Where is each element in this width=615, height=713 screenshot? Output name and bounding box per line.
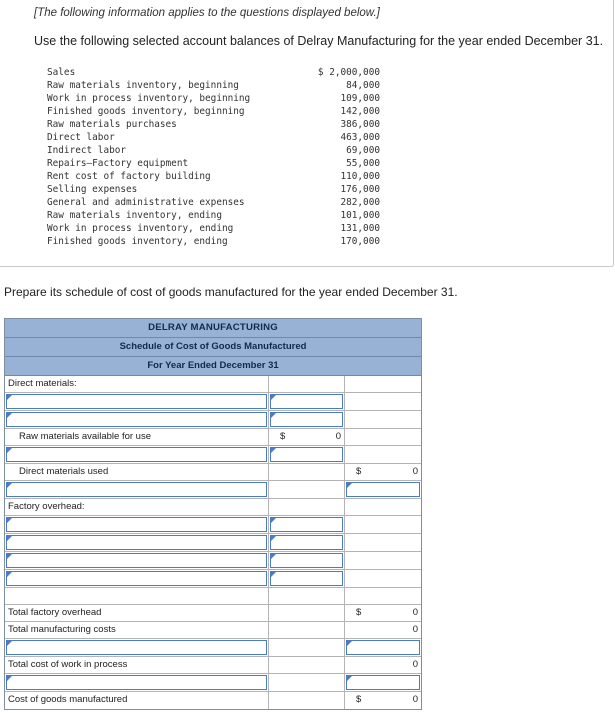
table-row (5, 674, 421, 692)
factory-overhead-label: Factory overhead: (8, 501, 85, 512)
direct-materials-used-label: Direct materials used (19, 466, 109, 477)
balance-row: Raw materials inventory, beginning 84,000 (47, 80, 380, 91)
direct-materials-used-row (5, 464, 421, 481)
table-row (5, 639, 421, 657)
overhead-item-2-amount-input[interactable] (270, 535, 343, 550)
cost-of-goods-manufactured-value: 0 (412, 694, 418, 705)
table-row (5, 516, 421, 534)
total-cost-wip-value: 0 (412, 659, 418, 670)
balance-row: General and administrative expenses 282,000 (47, 197, 380, 208)
table-row (5, 534, 421, 552)
wip-ending-amount-input[interactable] (346, 675, 420, 690)
raw-materials-available-label: Raw materials available for use (19, 431, 152, 442)
account-balances (47, 66, 380, 248)
overhead-item-2-label-input[interactable] (6, 535, 267, 550)
direct-materials-used-value: 0 (412, 466, 418, 477)
wip-ending-label-input[interactable] (6, 675, 267, 690)
labor-amount-input[interactable] (346, 482, 420, 497)
cost-of-goods-manufactured-row (5, 692, 421, 709)
overhead-item-4-amount-input[interactable] (270, 571, 343, 586)
labor-label-input[interactable] (6, 482, 267, 497)
overhead-item-3-label-input[interactable] (6, 553, 267, 568)
company-name: DELRAY MANUFACTURING (5, 319, 421, 338)
cogm-schedule (4, 318, 422, 710)
dm-item-1-label-input[interactable] (6, 394, 267, 409)
dm-item-2-amount-input[interactable] (270, 412, 343, 427)
instruction-note: [The following information applies to the questions displayed below.] (34, 7, 380, 19)
table-row (5, 481, 421, 499)
balance-row: Repairs—Factory equipment 55,000 (47, 158, 380, 169)
balance-row: Raw materials purchases 386,000 (47, 119, 380, 130)
table-row (5, 446, 421, 464)
currency-symbol: $ (356, 607, 362, 618)
wip-beginning-label-input[interactable] (6, 640, 267, 655)
balance-row: Direct labor 463,000 (47, 132, 380, 143)
dm-item-2-label-input[interactable] (6, 412, 267, 427)
dm-item-3-label-input[interactable] (6, 447, 267, 462)
table-row (5, 570, 421, 588)
balance-row: Sales $ 2,000,000 (47, 67, 380, 78)
balance-row: Work in process inventory, ending 131,000 (47, 223, 380, 234)
balance-row: Indirect labor 69,000 (47, 145, 380, 156)
total-cost-wip-row (5, 657, 421, 674)
wip-beginning-amount-input[interactable] (346, 640, 420, 655)
total-manufacturing-costs-row (5, 622, 421, 639)
dm-item-1-amount-input[interactable] (270, 394, 343, 409)
total-factory-overhead-value: 0 (412, 607, 418, 618)
table-row (5, 552, 421, 570)
raw-materials-available-row (5, 429, 421, 446)
balance-row: Finished goods inventory, beginning 142,000 (47, 106, 380, 117)
currency-symbol: $ (280, 431, 286, 442)
table-row (5, 411, 421, 429)
total-manufacturing-costs-label: Total manufacturing costs (8, 624, 116, 635)
currency-symbol: $ (356, 694, 362, 705)
schedule-period: For Year Ended December 31 (5, 357, 421, 376)
table-row (5, 393, 421, 411)
total-factory-overhead-row (5, 605, 421, 622)
blank-row (5, 588, 421, 605)
dm-item-3-amount-input[interactable] (270, 447, 343, 462)
overhead-item-3-amount-input[interactable] (270, 553, 343, 568)
balance-row: Rent cost of factory building 110,000 (47, 171, 380, 182)
balance-row: Finished goods inventory, ending 170,000 (47, 236, 380, 247)
direct-materials-label: Direct materials: (8, 378, 77, 389)
section-factory-overhead (5, 499, 421, 516)
total-manufacturing-costs-value: 0 (412, 624, 418, 635)
balance-row: Selling expenses 176,000 (47, 184, 380, 195)
schedule-title: Schedule of Cost of Goods Manufactured (5, 338, 421, 357)
balance-row: Work in process inventory, beginning 109,000 (47, 93, 380, 104)
overhead-item-1-amount-input[interactable] (270, 517, 343, 532)
task-instruction: Prepare its schedule of cost of goods manufactured for the year ended December 31. (4, 285, 458, 299)
balance-row: Raw materials inventory, ending 101,000 (47, 210, 380, 221)
currency-symbol: $ (356, 466, 362, 477)
raw-materials-available-value: 0 (335, 431, 341, 442)
problem-panel (0, 0, 614, 267)
section-direct-materials (5, 376, 421, 393)
problem-intro: Use the following selected account balances of Delray Manufacturing for the year ended December 31. (34, 34, 604, 48)
overhead-item-4-label-input[interactable] (6, 571, 267, 586)
total-cost-wip-label: Total cost of work in process (8, 659, 128, 670)
total-factory-overhead-label: Total factory overhead (8, 607, 102, 618)
cost-of-goods-manufactured-label: Cost of goods manufactured (8, 694, 128, 705)
overhead-item-1-label-input[interactable] (6, 517, 267, 532)
